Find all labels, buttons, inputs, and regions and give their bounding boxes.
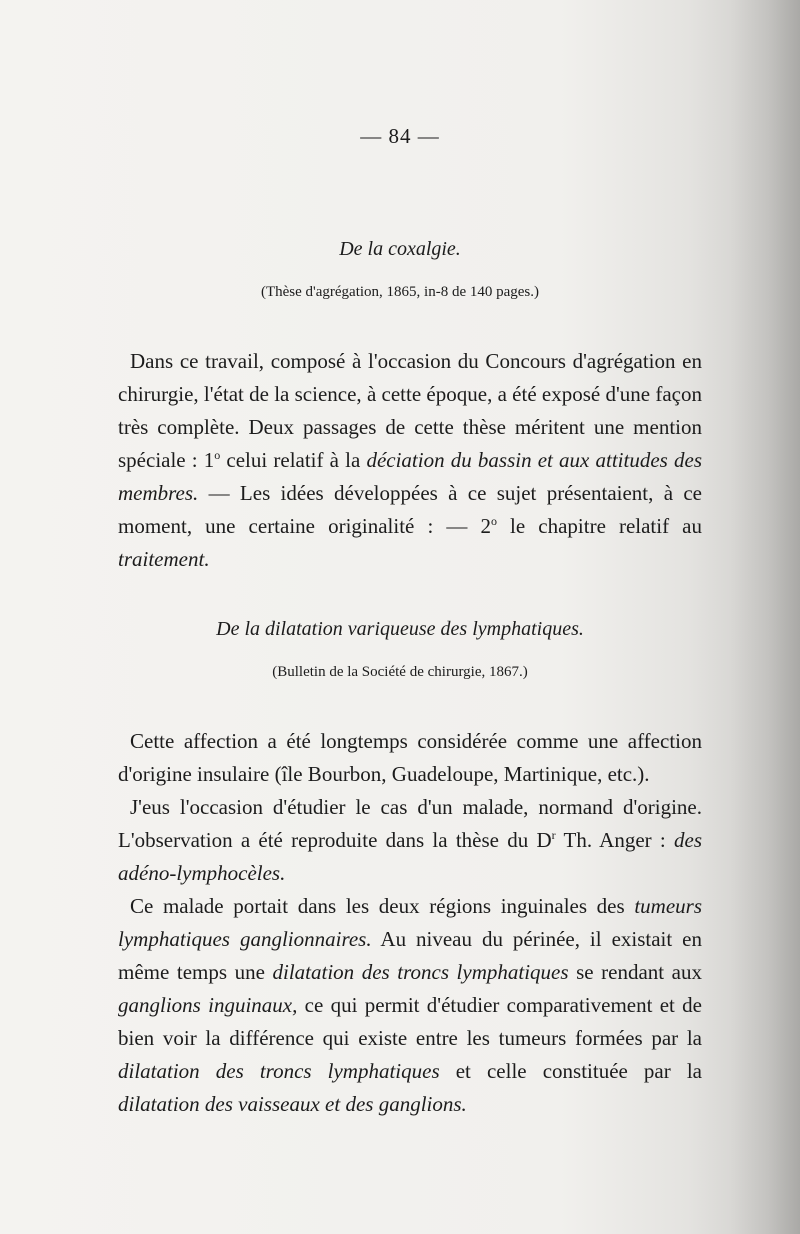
text-run: Dans ce travail, composé à l'occasion du Concours d'agrégation en chirurgie, l'état de la science, à cette époque, a été exposé d'une façon très complète. Deux passages de cette thèse méritent une mention spéciale : 1 [118,349,702,472]
paragraph [118,345,702,576]
text-run: et celle constituée par la [439,1059,702,1083]
section-body-coxalgie [118,345,702,576]
section-citation-coxalgie: (Thèse d'agrégation, 1865, in-8 de 140 pages.) [260,284,540,300]
text-run: Th. Anger : [555,828,674,852]
paragraph: Cette affection a été longtemps considérée comme une affection d'origine insulaire (île Bourbon, Guadeloupe, Martinique, etc.). [118,729,702,786]
italic-text: dilatation des troncs lymphatiques [272,960,569,984]
section-citation-lymphatiques: (Bulletin de la Société de chirurgie, 1867.) [272,664,528,680]
paragraph [118,890,702,1121]
superscript: o [490,514,497,528]
italic-text: traitement. [118,547,210,571]
text-run: J'eus l'occasion d'étudier le cas d'un malade, normand d'origine. L'observation a été reproduite dans la thèse du D [118,795,702,852]
italic-text: dilatation des troncs lymphatiques [118,1059,440,1083]
section-title-coxalgie: De la coxalgie. [339,238,461,260]
text-run: ce qui permit d'étudier comparativement et de bien voir la différence qui existe entre les tumeurs formées par la [118,993,702,1050]
paragraph [118,791,702,890]
page-edge-shadow [730,0,800,1234]
italic-text: des adéno-lymphocèles. [118,828,702,885]
superscript: r [551,828,556,842]
italic-text: tumeurs lymphatiques ganglionnaires. [118,894,702,951]
text-run: Au niveau du périnée, il existait en même temps une [118,927,702,984]
section-title-lymphatiques: De la dilatation variqueuse des lymphatiques. [216,618,584,640]
italic-text: ganglions inguinaux, [118,993,298,1017]
italic-text: déciation du bassin et aux attitudes des membres. [118,448,702,505]
page-number: — 84 — [360,124,440,148]
text-run: — Les idées développées à ce sujet présentaient, à ce moment, une certaine originalité : — 2 [118,481,702,538]
text-run: se rendant aux [568,960,702,984]
text-run: le chapitre relatif au [496,514,702,538]
superscript: o [214,448,221,462]
italic-text: dilatation des vaisseaux et des ganglions. [118,1092,467,1116]
section-body-lymphatiques [118,725,702,1121]
text-run: Ce malade portait dans les deux régions inguinales des [130,894,635,918]
text-run: celui relatif à la [220,448,367,472]
